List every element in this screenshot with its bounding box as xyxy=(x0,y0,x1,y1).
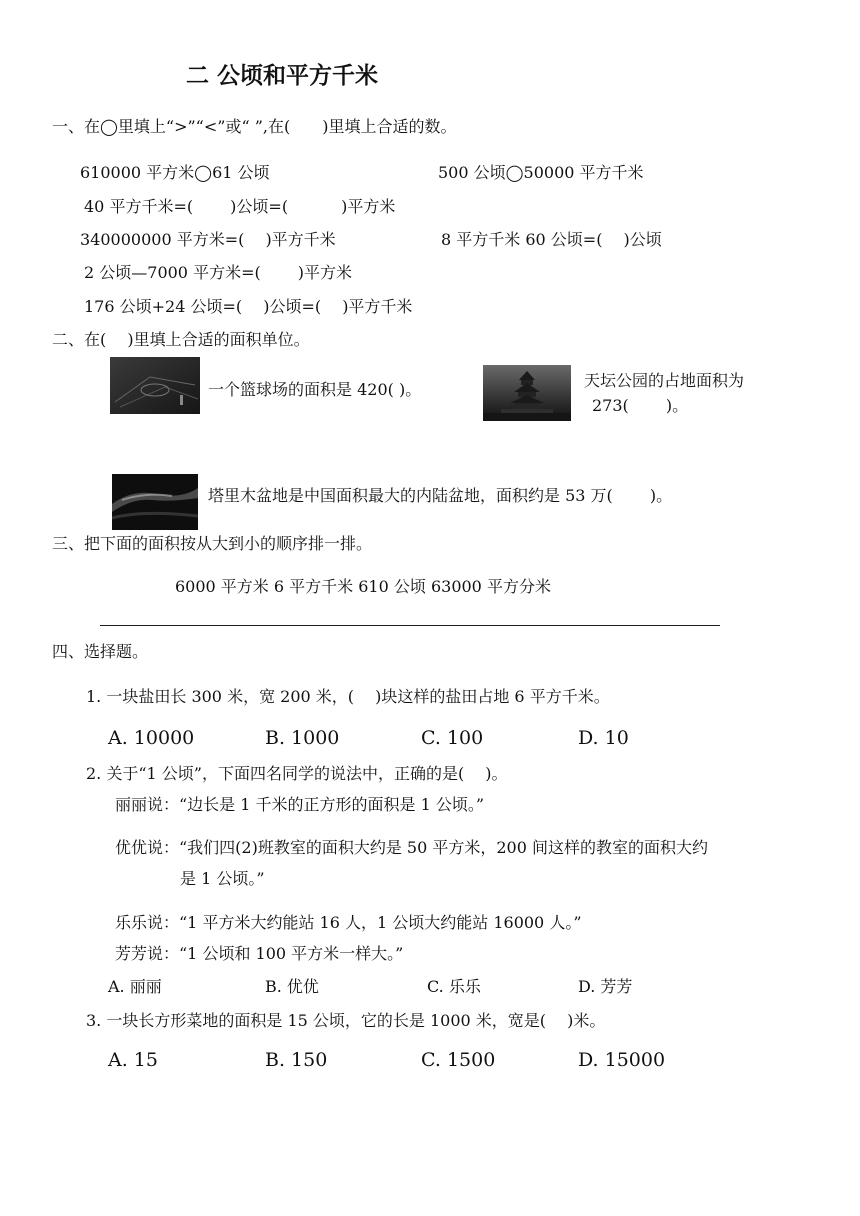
question-2: 2. 关于“1 公顷”，下面四名同学的说法中，正确的是( )。 xyxy=(86,764,508,783)
q3-option-b: B. 150 xyxy=(265,1049,328,1071)
temple-of-heaven-photo xyxy=(483,365,571,421)
answer-line xyxy=(100,625,720,626)
basketball-question: 一个篮球场的面积是 420( )。 xyxy=(208,380,422,399)
q3-option-d: D. 15000 xyxy=(578,1049,666,1071)
q2-lele-statement: 乐乐说：“1 平方米大约能站 16 人，1 公顷大约能站 16000 人。” xyxy=(115,913,582,932)
section-1-heading: 一、在◯里填上“>”“<”或“ ”,在( )里填上合适的数。 xyxy=(52,117,457,136)
q2-option-b: B. 优优 xyxy=(265,977,319,996)
q3-option-a: A. 15 xyxy=(108,1049,158,1071)
sec1-item-4: 340000000 平方米=( )平方千米 xyxy=(80,230,336,249)
q1-option-d: D. 10 xyxy=(578,727,629,749)
q2-fangfang-statement: 芳芳说：“1 公顷和 100 平方米一样大。” xyxy=(115,944,404,963)
basin-question: 塔里木盆地是中国面积最大的内陆盆地，面积约是 53 万( )。 xyxy=(208,486,673,505)
page-title: 二 公顷和平方千米 xyxy=(186,63,379,89)
q1-option-a: A. 10000 xyxy=(108,727,195,749)
q2-option-a: A. 丽丽 xyxy=(108,977,162,996)
sec1-item-2: 500 公顷◯50000 平方千米 xyxy=(438,163,644,182)
q2-youyou-statement-line1: 优优说：“我们四(2)班教室的面积大约是 50 平方米，200 间这样的教室的面积大约 xyxy=(115,838,709,857)
sec1-item-1: 610000 平方米◯61 公顷 xyxy=(80,163,270,182)
sec1-item-5: 8 平方千米 60 公顷=( )公顷 xyxy=(441,230,662,249)
section-2-heading: 二、在( )里填上合适的面积单位。 xyxy=(52,330,310,349)
q2-youyou-statement-line2: 是 1 公顷。” xyxy=(180,869,265,888)
temple-question-line2: 273( )。 xyxy=(592,396,689,415)
sec1-item-7: 176 公顷+24 公顷=( )公顷=( )平方千米 xyxy=(84,297,413,316)
q2-option-d: D. 芳芳 xyxy=(578,977,633,996)
section-3-heading: 三、把下面的面积按从大到小的顺序排一排。 xyxy=(52,534,373,553)
section-4-heading: 四、选择题。 xyxy=(52,642,149,661)
question-3: 3. 一块长方形菜地的面积是 15 公顷，它的长是 1000 米，宽是( )米。 xyxy=(86,1011,606,1030)
q2-lili-statement: 丽丽说：“边长是 1 千米的正方形的面积是 1 公顷。” xyxy=(115,795,485,814)
q1-option-c: C. 100 xyxy=(421,727,484,749)
areas-to-sort: 6000 平方米 6 平方千米 610 公顷 63000 平方分米 xyxy=(175,577,551,596)
question-1: 1. 一块盐田长 300 米，宽 200 米，( )块这样的盐田占地 6 平方千米。 xyxy=(86,687,610,706)
q3-option-c: C. 1500 xyxy=(421,1049,496,1071)
sec1-item-3: 40 平方千米=( )公顷=( )平方米 xyxy=(84,197,396,216)
sec1-item-6: 2 公顷—7000 平方米=( )平方米 xyxy=(84,263,353,282)
q2-option-c: C. 乐乐 xyxy=(427,977,481,996)
temple-question-line1: 天坛公园的占地面积为 xyxy=(584,371,745,390)
basketball-court-photo xyxy=(110,357,200,414)
tarim-basin-photo xyxy=(112,474,198,530)
q1-option-b: B. 1000 xyxy=(265,727,340,749)
